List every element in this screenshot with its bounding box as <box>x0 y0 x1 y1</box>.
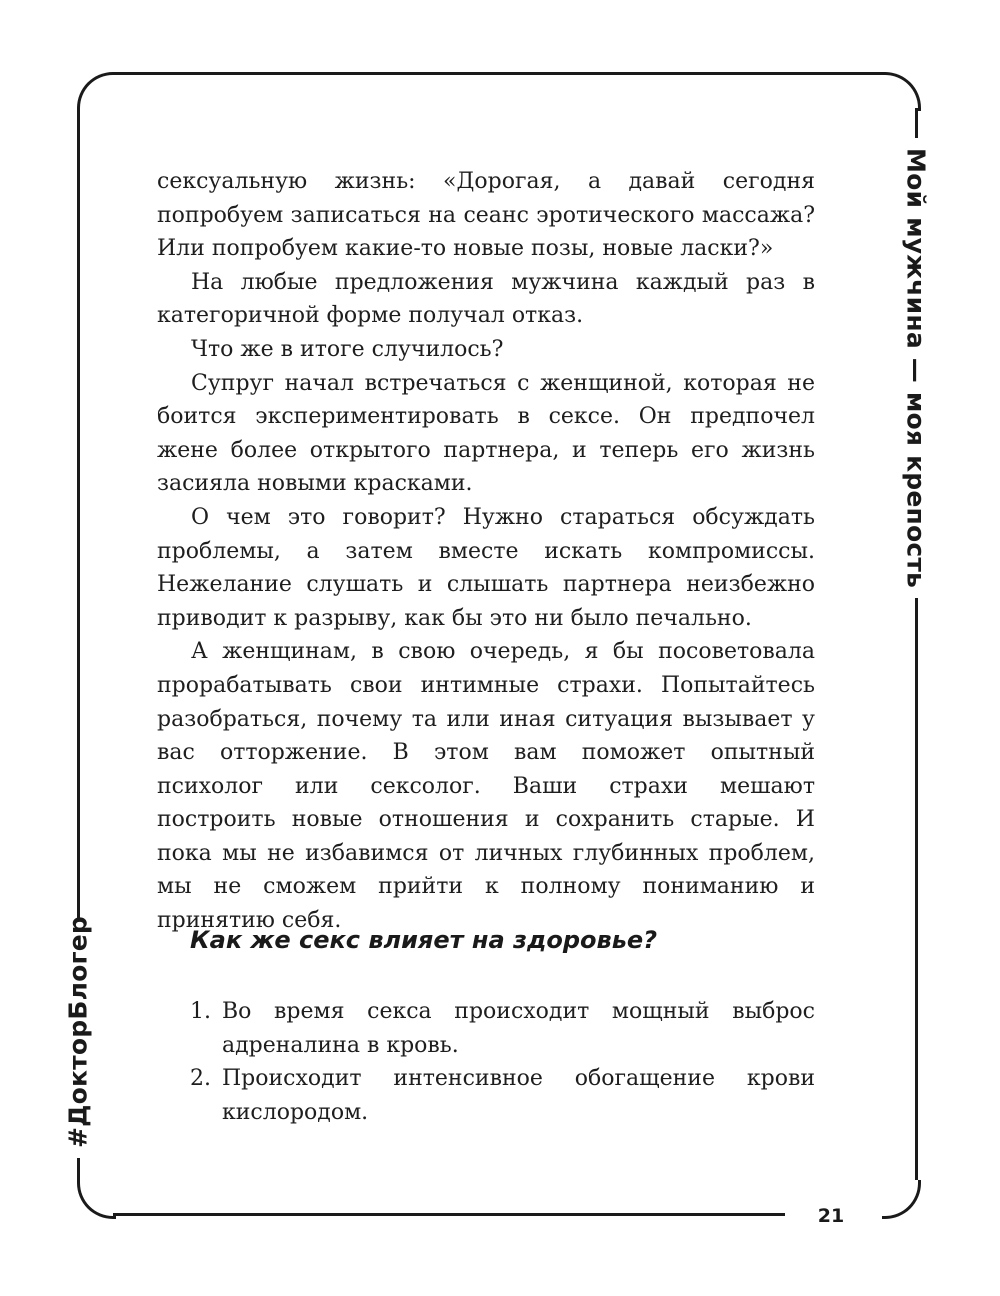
paragraph: О чем это говорит? Нужно стараться обсуждать проблемы, а затем вместе искать компромиссы. Нежелание слушать и слышать партнера неизбежно приводит к разрыву, как бы это ни было печально. <box>157 504 815 631</box>
body-text <box>157 165 815 938</box>
frame-corner-top-right <box>882 72 921 111</box>
running-head-right: Мой мужчина — моя крепость <box>901 148 931 589</box>
list-item-text: Происходит интенсивное обогащение крови кислородом. <box>222 1066 815 1125</box>
paragraph: Что же в итоге случилось? <box>191 336 504 362</box>
list-item-number: 1. <box>190 999 211 1024</box>
list-item <box>190 995 815 1062</box>
frame-right-line-upper <box>915 108 918 138</box>
running-head-left: #ДокторБлогер <box>63 916 93 1148</box>
paragraph: На любые предложения мужчина каждый раз в категоричной форме получал отказ. <box>157 269 815 329</box>
frame-right-line-lower <box>915 598 918 1180</box>
frame-bottom-line <box>113 1213 785 1216</box>
list-item-text: Во время секса происходит мощный выброс адреналина в кровь. <box>222 999 815 1058</box>
frame-top-line <box>113 72 882 75</box>
paragraph: А женщинам, в свою очередь, я бы посоветовала прорабатывать свои интимные страхи. Попытайтесь разобраться, почему та или иная ситуация вызывает у вас отторжение. В этом вам поможет опытный психолог или сексолог. Ваши страхи мешают построить новые отношения и сохранить старые. И пока мы не избавимся от личных глубинных проблем, мы не сможем прийти к полному пониманию и принятию себя. <box>157 639 815 934</box>
frame-left-line-upper <box>77 108 80 918</box>
frame-corner-bottom-left <box>77 1180 116 1219</box>
frame-corner-top-left <box>77 72 116 111</box>
numbered-list <box>190 995 815 1129</box>
paragraph: сексуальную жизнь: «Дорогая, а давай сегодня попробуем записаться на сеанс эротического массажа? Или попробуем какие-то новые позы, новые ласки?» <box>157 169 815 262</box>
frame-corner-bottom-right <box>882 1180 921 1219</box>
section-heading: Как же секс влияет на здоровье? <box>190 926 658 954</box>
paragraph: Супруг начал встречаться с женщиной, которая не боится экспериментировать в сексе. Он предпочел жене более открытого партнера, и теперь его жизнь засияла новыми красками. <box>157 370 815 497</box>
frame-left-line-lower <box>77 1158 80 1180</box>
list-item <box>190 1062 815 1129</box>
list-item-number: 2. <box>190 1066 211 1092</box>
page-number: 21 <box>817 1205 845 1227</box>
